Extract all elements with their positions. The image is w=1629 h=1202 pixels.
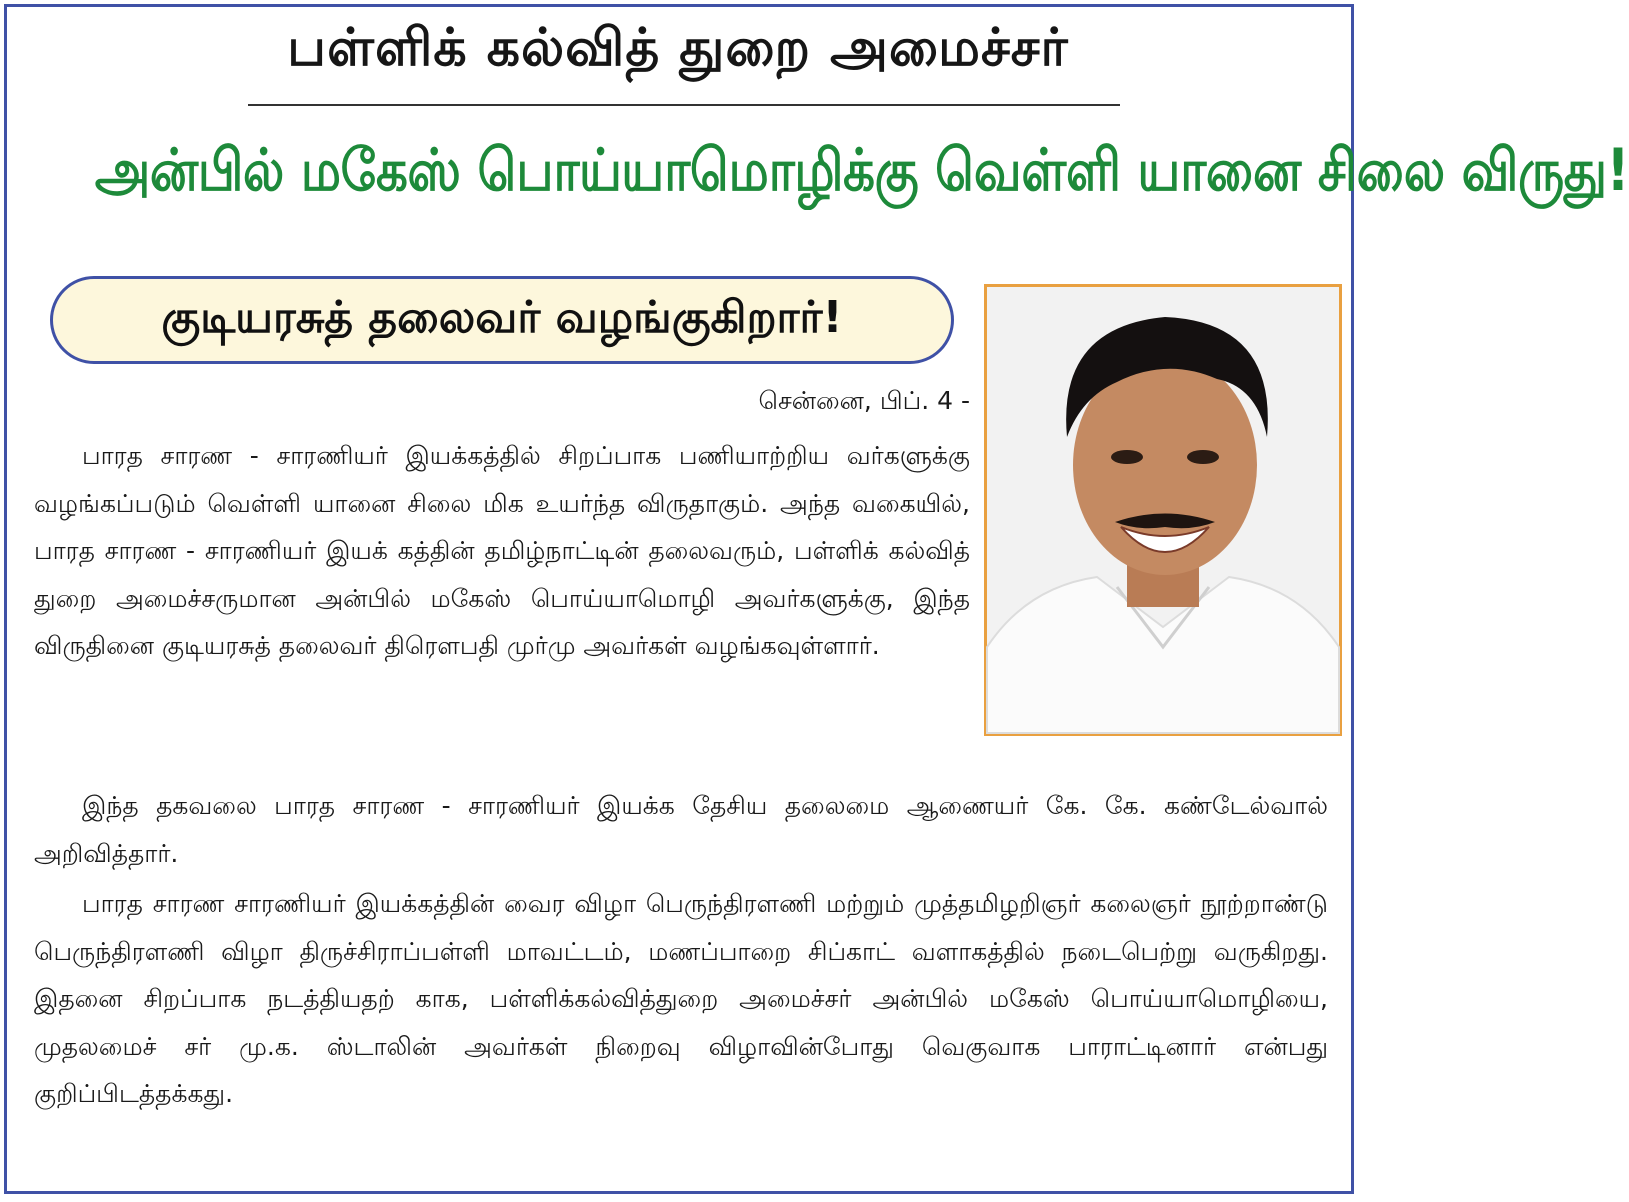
paragraph-1: பாரத சாரண - சாரணியர் இயக்கத்தில் சிறப்பாக பணியாற்றிய வர்களுக்கு வழங்கப்படும் வெள்ளி யானை சிலை மிக உயர்ந்த விருதாகும். அந்த வகையில், பாரத சாரண - சாரணியர் இயக் கத்தின் தமிழ்நாட்டின் தலைவரும், பள்ளிக் கல்வித் துறை அமைச்சருமான அன்பில் மகேஸ் பொய்யாமொழி அவர்களுக்கு, இந்த விருதினை குடியரசுத் தலைவர் திரௌபதி முர்மு அவர்கள் வழங்கவுள்ளார். — [34, 441, 970, 660]
paragraph-3: பாரத சாரண சாரணியர் இயக்கத்தின் வைர விழா பெருந்திரளணி மற்றும் முத்தமிழறிஞர் கலைஞர் நூற்றாண்டு பெருந்திரளணி விழா திருச்சிராப்பள்ளி மாவட்டம், மணப்பாறை சிப்காட் வளாகத்தில் நடைபெற்று வருகிறது. இதனை சிறப்பாக நடத்தியதற் காக, பள்ளிக்கல்வித்துறை அமைச்சர் அன்பில் மகேஸ் பொய்யாமொழியை, முதலமைச் சர் மு.க. ஸ்டாலின் அவர்கள் நிறைவு விழாவின்போது வெகுவாக பாராட்டினார் என்பது குறிப்பிடத்தக்கது. — [34, 889, 1328, 1108]
dateline: சென்னை, பிப். 4 - — [758, 386, 970, 415]
paragraph-2: இந்த தகவலை பாரத சாரண - சாரணியர் இயக்க தேசிய தலைமை ஆணையர் கே. கே. கண்டேல்வால் அறிவித்தார். — [34, 791, 1328, 868]
headline: அன்பில் மகேஸ் பொய்யாமொழிக்கு வெள்ளி யானை சிலை விருது! — [94, 136, 1629, 204]
portrait-illustration — [987, 287, 1339, 733]
subhead-text: குடியரசுத் தலைவர் வழங்குகிறார்! — [161, 291, 843, 343]
kicker-divider — [248, 104, 1120, 106]
subhead-banner — [50, 276, 954, 364]
portrait-photo — [984, 284, 1342, 736]
kicker-title: பள்ளிக் கல்வித் துறை அமைச்சர் — [287, 18, 1069, 78]
